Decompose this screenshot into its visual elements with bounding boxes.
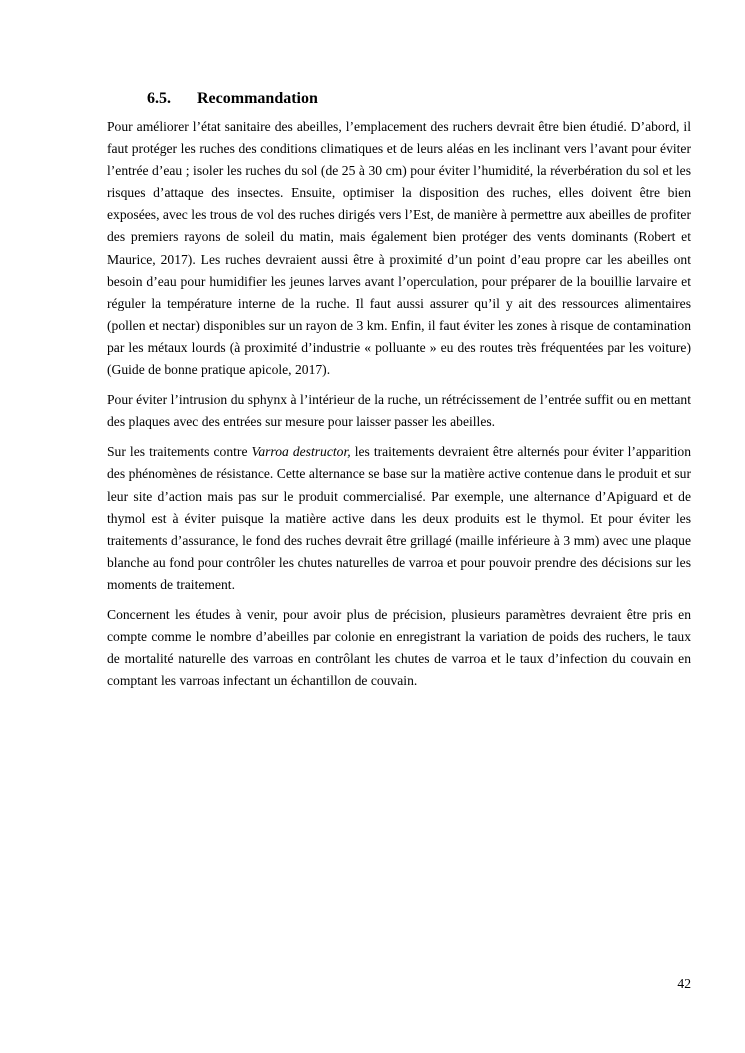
- paragraph-future-studies: Concernent les études à venir, pour avoir plus de précision, plusieurs paramètres devraient être pris en compte comme le nombre d’abeilles par colonie en enregistrant la variation de poids des ruchers, le taux de mortalité naturelle des varroas en contrôlant les chutes de varroa et le taux d’infection du couvain en comptant les varroas infectant un échantillon de couvain.: [107, 606, 691, 689]
- paragraph-site-recommendations: Pour améliorer l’état sanitaire des abeilles, l’emplacement des ruchers devrait être bien étudié. D’abord, il faut protéger les ruches des conditions climatiques et de leurs aléas en les inclinant vers l’avant pour éviter l’entrée d’eau ; isoler les ruches du sol (de 25 à 30 cm) pour éviter l’humidité, la réverbération du sol et les risques d’attaque des insectes. Ensuite, optimiser la disposition des ruches, elles doivent être bien exposées, avec les trous de vol des ruches dirigés vers l’Est, de manière à permettre aux abeilles de profiter des premiers rayons de soleil du matin, mais également bien protéger des vents dominants (Robert et Maurice, 2017). Les ruches devraient aussi être à proximité d’un point d’eau propre car les abeilles ont besoin d’eau pour humidifier les jeunes larves avant l’operculation, pour préparer de la bouillie larvaire et réguler la température interne de la ruche. Il faut aussi assurer qu’il y ait des ressources alimentaires (pollen et nectar) disponibles sur un rayon de 3 km. Enfin, il faut éviter les zones à risque de contamination par les métaux lourds (à proximité d’industrie « polluante » eu des routes très fréquentées par les voiture) (Guide de bonne pratique apicole, 2017).: [107, 119, 691, 378]
- section-heading: [147, 88, 691, 110]
- section-title: Recommandation: [197, 90, 318, 107]
- page-number: 42: [677, 976, 691, 991]
- species-name: Varroa destructor,: [251, 444, 351, 460]
- paragraph-varroa-suffix: les traitements devraient être alternés pour éviter l’apparition des phénomènes de résistance. Cette alternance se base sur la matière active contenue dans le produit et sur leur site d’action mais pas sur le produit commercialisé. Par exemple, une alternance d’Apiguard et de thymol est à éviter puisque la matière active dans les deux produits est le thymol. Et pour éviter les traitements d’assurance, le fond des ruches devrait être grillagé (maille inférieure à 3 mm) avec une plaque blanche au fond pour contrôler les chutes naturelles de varroa et pour pouvoir prendre des décisions sur les moments de traitement.: [107, 444, 692, 592]
- paragraph-varroa-treatments: [107, 441, 691, 596]
- section-number: 6.5.: [147, 90, 171, 107]
- paragraph-sphynx-prevention: Pour éviter l’intrusion du sphynx à l’intérieur de la ruche, un rétrécissement de l’entrée suffit ou en mettant des plaques avec des entrées sur mesure pour laisser passer les abeilles.: [107, 392, 691, 430]
- page-content: [107, 88, 691, 700]
- paragraph-varroa-prefix: Sur les traitements contre: [107, 444, 252, 460]
